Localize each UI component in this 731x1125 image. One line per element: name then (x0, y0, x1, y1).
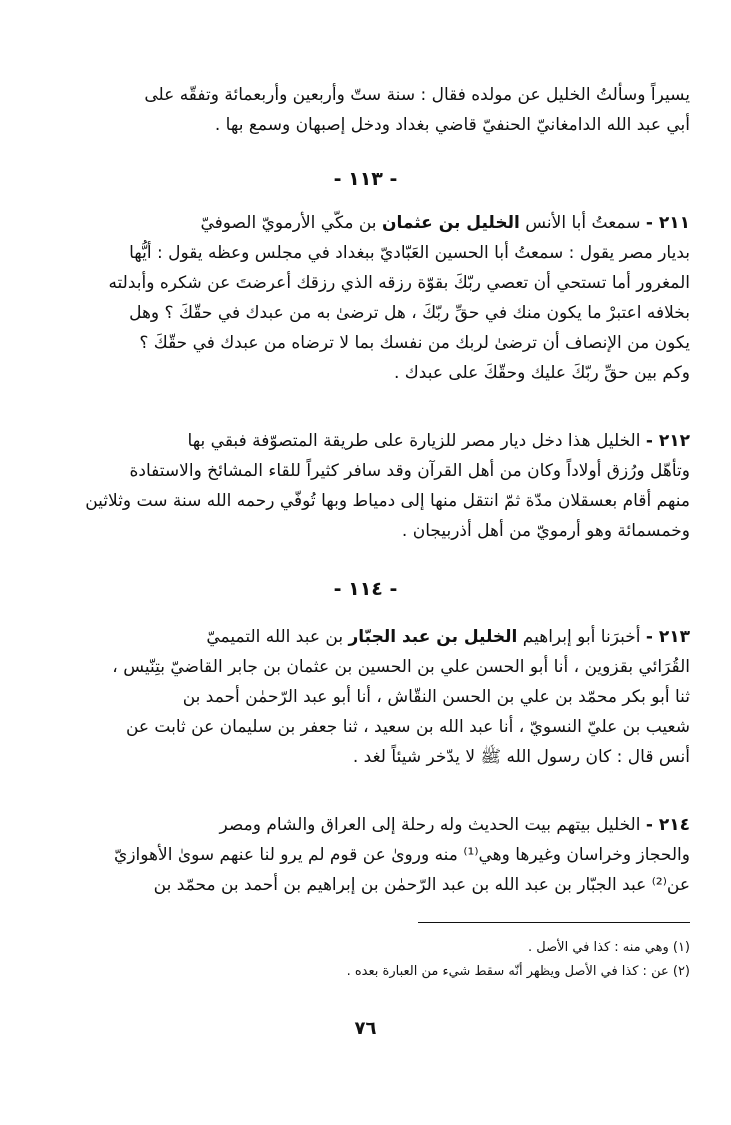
entry-number: ٢١٤ - (645, 815, 690, 835)
entry-text: أخبرَنا أبو إبراهيم (522, 627, 641, 647)
entry-212 (48, 426, 690, 546)
entry-213 (48, 622, 690, 772)
person-name: الخليل بن عثمان (381, 213, 520, 233)
text-line: ثنا أبو بكر محمّد بن علي بن الحسن النقّاش ، أنا أبو عبد الرّحمٰن أحمد بن (182, 687, 690, 707)
text-line: القُرَائي بقزوين ، أنا أبو الحسن علي بن الحسين بن عثمان بن جابر القاضيّ بتِنّيس ، (112, 657, 690, 677)
text-line: أنس قال : كان رسول الله ﷺ لا يدّخر شيئاً لغد . (352, 747, 690, 767)
entry-text: بن عبد الله التميميّ (206, 627, 344, 647)
entry-number: ٢١٢ - (645, 431, 690, 451)
text-line: يسيراً وسألتُ الخليل عن مولده فقال : سنة ستّ وأربعين وأربعمائة وتفقّه على (144, 85, 690, 105)
entry-first-line (48, 426, 690, 456)
entry-211 (48, 208, 690, 388)
text-line: بديار مصر يقول : سمعتُ أبا الحسين العَبّاديّ ببغداد في مجلس وعظه يقول : أيُّها (129, 243, 690, 263)
text-line: والحجاز وخراسان وغيرها وهي⁽¹⁾ منه وروىٰ عن قوم لم يرو لنا عنهم سوىٰ الأهوازيّ (114, 845, 690, 865)
entry-first-line (48, 622, 690, 652)
intro-paragraph (48, 80, 690, 140)
entry-text: الخليل بيتهم بيت الحديث وله رحلة إلى العراق والشام ومصر (219, 815, 641, 835)
footnote: (٢) عن : كذا في الأصل ويظهر أنّه سقط شيء من العبارة بعده . (346, 964, 690, 979)
entry-first-line (48, 810, 690, 840)
footnotes (200, 936, 690, 984)
text-line: عن⁽²⁾ عبد الجبّار بن عبد الله بن عبد الرّحمٰن بن إبراهيم بن أحمد بن محمّد بن (153, 875, 690, 895)
entry-214 (48, 810, 690, 900)
footnote-divider (418, 922, 690, 923)
text-line: شعيب بن عليّ النسويّ ، أنا عبد الله بن سعيد ، ثنا جعفر بن سليمان عن ثابت عن (125, 717, 690, 737)
text-line: منهم أقام بعسقلان مدّة ثمّ انتقل منها إلى دمياط وبها تُوفّي رحمه الله سنة ست وثلاثين (85, 491, 690, 511)
text-line: أبي عبد الله الدامغانيّ الحنفيّ قاضي بغداد ودخل إصبهان وسمع بها . (214, 115, 690, 135)
entry-text: سمعتُ أبا الأنس (525, 213, 641, 233)
footnote: (١) وهي منه : كذا في الأصل . (528, 940, 690, 955)
section-number-113: - ١١٣ - (333, 168, 398, 190)
section-number-114: - ١١٤ - (333, 578, 398, 600)
entry-first-line (48, 208, 690, 238)
text-line: وخمسمائة وهو أرمويّ من أهل أذربيجان . (401, 521, 690, 541)
page-number: ٧٦ (354, 1018, 377, 1039)
text-line: المغرور أما تستحي أن تعصي ربّكَ بقوّة رزقه الذي رزقك أعرضتَ عن شكره وأبدلته (108, 273, 690, 293)
text-line: وتأهّل ورُزق أولاداً وكان من أهل القرآن وقد سافر كثيراً للقاء المشائخ والاستفادة (129, 461, 690, 481)
text-line: وكم بين حقِّ ربّكَ عليك وحقّكَ على عبدك . (393, 363, 690, 383)
entry-number: ٢١٣ - (645, 627, 690, 647)
text-line: بخلافه اعتبرْ ما يكون منك في حقِّ ربّكَ ، هل ترضىٰ به من عبدك في حقّكَ ؟ وهل (129, 303, 690, 323)
entry-text: الخليل هذا دخل ديار مصر للزيارة على طريقة المتصوّفة فبقي بها (187, 431, 641, 451)
text-line: يكون من الإنصاف أن ترضىٰ لربك من نفسك بما لا ترضاه من عبدك في حقّكَ ؟ (139, 333, 690, 353)
person-name: الخليل بن عبد الجبّار (348, 627, 518, 647)
entry-text: بن مكّي الأرمويّ الصوفيّ (200, 213, 377, 233)
entry-number: ٢١١ - (645, 213, 690, 233)
